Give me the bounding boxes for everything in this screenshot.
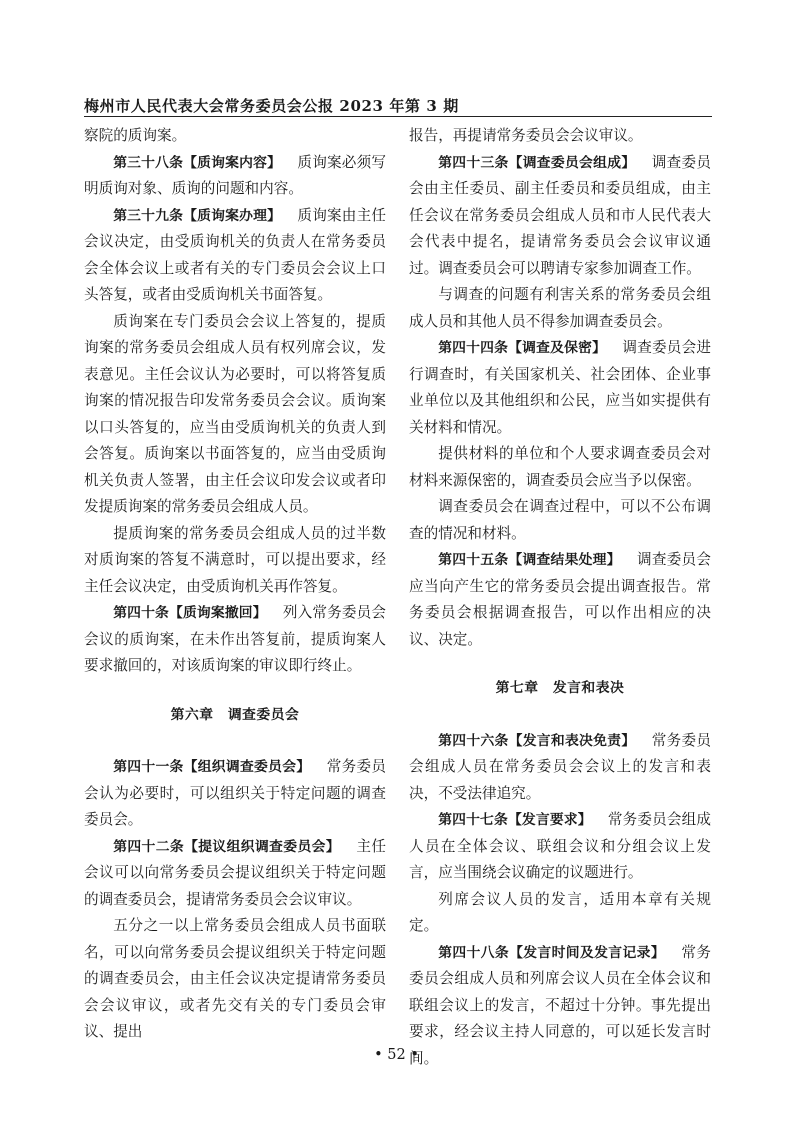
article-heading: 第四十一条【组织调查委员会】 bbox=[113, 759, 311, 775]
paragraph bbox=[84, 309, 386, 521]
article-heading: 第三十八条【质询案内容】 bbox=[113, 154, 282, 171]
paragraph bbox=[409, 282, 711, 335]
paragraph-text: 与调查的问题有利害关系的常务委员会组成人员和其他人员不得参加调查委员会。 bbox=[409, 286, 711, 330]
article-text: 调查委员会应当向产生它的常务委员会提出调查报告。常务委员会根据调查报告，可以作出相应的决议、决定。 bbox=[409, 551, 711, 648]
article-text: 列入常务委员会会议的质询案，在未作出答复前，提质询案人要求撤回的，对该质询案的审议即行终止。 bbox=[84, 604, 386, 674]
article-text: 常务委员会组成人员和列席会议人员在全体会议和联组会议上的发言，不超过十分钟。事先提出要求，经会议主持人同意的，可以延长发言时间。 bbox=[409, 943, 711, 1067]
article-39 bbox=[84, 203, 386, 309]
paragraph bbox=[409, 123, 711, 150]
paragraph bbox=[409, 887, 711, 940]
journal-header: 梅州市人民代表大会常务委员会公报 2023 年第 3 期 bbox=[84, 97, 459, 115]
article-42 bbox=[84, 834, 386, 914]
paragraph-text: 提质询案的常务委员会组成人员的过半数对质询案的答复不满意时，可以提出要求，经主任会议决定，由受质询机关再作答复。 bbox=[84, 524, 386, 595]
article-46 bbox=[409, 728, 711, 808]
right-column bbox=[409, 123, 711, 1072]
article-heading: 第四十四条【调查及保密】 bbox=[438, 340, 607, 356]
article-heading: 第四十八条【发言时间及发言记录】 bbox=[438, 944, 665, 961]
paragraph-text: 调查委员会在调查过程中，可以不公布调查的情况和材料。 bbox=[409, 498, 711, 542]
article-text: 常务委员会认为必要时，可以组织关于特定问题的调查委员会。 bbox=[84, 758, 386, 828]
article-44 bbox=[409, 335, 711, 441]
article-heading: 第四十条【质询案撤回】 bbox=[113, 605, 267, 621]
article-heading: 第四十七条【发言要求】 bbox=[438, 812, 592, 828]
article-heading: 第四十三条【调查委员会组成】 bbox=[438, 154, 636, 171]
chapter-7-heading: 第七章 发言和表决 bbox=[495, 680, 625, 696]
article-text: 常务委员会组成人员在全体会议、联组会议和分组会议上发言，应当围绕会议确定的议题进行。 bbox=[409, 811, 711, 881]
article-text: 质询案必须写明质询对象、质询的问题和内容。 bbox=[84, 153, 386, 197]
article-text: 调查委员会进行调查时，有关国家机关、社会团体、企业事业单位以及其他组织和公民，应当如实提供有关材料和情况。 bbox=[409, 339, 711, 436]
article-heading: 第三十九条【质询案办理】 bbox=[113, 207, 282, 224]
paragraph bbox=[409, 441, 711, 494]
article-41 bbox=[84, 754, 386, 834]
chapter-6-heading: 第六章 调查委员会 bbox=[170, 706, 300, 723]
article-heading: 第四十六条【发言和表决免责】 bbox=[438, 732, 636, 749]
article-40 bbox=[84, 600, 386, 680]
paragraph bbox=[84, 913, 386, 1046]
left-column bbox=[84, 123, 386, 1046]
paragraph bbox=[84, 521, 386, 601]
article-text: 调查委员会由主任委员、副主任委员和委员组成，由主任会议在常务委员会组成人员和市人民代表大会代表中提名，提请常务委员会会议审议通过。调查委员会可以聘请专家参加调查工作。 bbox=[409, 153, 711, 277]
paragraph-text: 察院的质询案。 bbox=[84, 127, 187, 144]
paragraph-text: 列席会议人员的发言，适用本章有关规定。 bbox=[409, 890, 711, 934]
article-43 bbox=[409, 150, 711, 283]
article-heading: 第四十五条【调查结果处理】 bbox=[438, 552, 621, 568]
paragraph-text: 质询案在专门委员会会议上答复的，提质询案的常务委员会组成人员有权列席会议，发表意见。主任会议认为必要时，可以将答复质询案的情况报告印发常务委员会会议。质询案以口头答复的，应当由受质询机关的负责人到会答复。质询案以书面答复的，应当由受质询机关负责人签署，由主任会议印发会议或者印发提质询案的常务委员会组成人员。 bbox=[84, 312, 386, 515]
article-38 bbox=[84, 150, 386, 203]
article-heading: 第四十二条【提议组织调查委员会】 bbox=[113, 838, 340, 855]
paragraph-text: 五分之一以上常务委员会组成人员书面联名，可以向常务委员会提议组织关于特定问题的调查委员会，由主任会议决定提请常务委员会会议审议，或者先交有关的专门委员会审议、提出 bbox=[84, 917, 386, 1040]
paragraph-text: 提供材料的单位和个人要求调查委员会对材料来源保密的，调查委员会应当予以保密。 bbox=[409, 445, 711, 489]
paragraph bbox=[409, 494, 711, 547]
article-text: 质询案由主任会议决定，由受质询机关的负责人在常务委员会全体会议上或者有关的专门委员会会议上口头答复，或者由受质询机关书面答复。 bbox=[84, 206, 386, 303]
paragraph-text: 报告，再提请常务委员会会议审议。 bbox=[409, 127, 643, 144]
article-47 bbox=[409, 807, 711, 887]
header-rule bbox=[84, 116, 712, 117]
article-45 bbox=[409, 547, 711, 653]
article-text: 主任会议可以向常务委员会提议组织关于特定问题的调查委员会，提请常务委员会会议审议。 bbox=[84, 837, 386, 908]
article-text: 常务委员会组成人员在常务委员会会议上的发言和表决，不受法律追究。 bbox=[409, 731, 711, 802]
paragraph bbox=[84, 123, 386, 150]
page-number: • 52 • bbox=[374, 1047, 419, 1063]
